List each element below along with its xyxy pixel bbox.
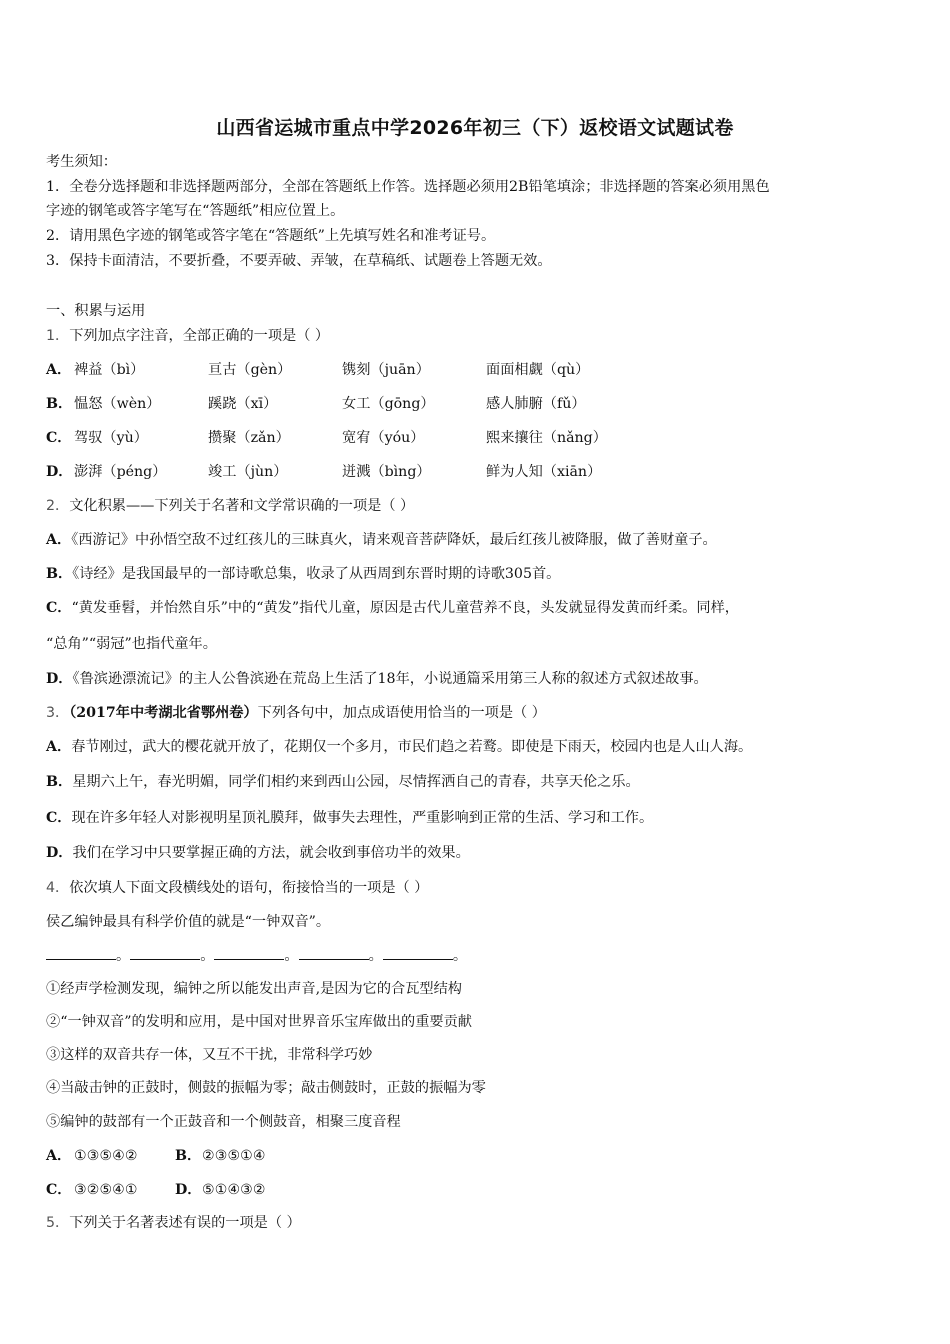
blank-line [383, 946, 453, 960]
option-item: 澎湃（péng） [74, 464, 167, 480]
option-text: 我们在学习中只要掌握正确的方法，就会收到事倍功半的效果。 [72, 845, 470, 861]
option-label: C． [46, 1182, 72, 1198]
question-number: 5． [46, 1215, 70, 1231]
option-label: A． [46, 532, 72, 548]
option-text: 《鲁滨逊漂流记》的主人公鲁滨逊在荒岛上生活了18年，小说通篇采用第三人称的叙述方式叙述故事。 [72, 671, 708, 687]
question-number: 2． [46, 498, 70, 514]
blank-separator: 。 [368, 948, 383, 964]
option-item: 女工（gōng） [342, 396, 435, 412]
sentence-3: ③这样的双音共存一体，又互不干扰，非常科学巧妙 [46, 1047, 373, 1063]
option-label: B． [175, 1148, 202, 1164]
option-text: ②③⑤①④ [202, 1148, 266, 1164]
q2-option-c [46, 598, 739, 618]
question-2 [46, 496, 414, 516]
q3-option-c [46, 808, 653, 828]
q4-intro: 侯乙编钟最具有科学价值的就是“一钟双音”。 [46, 914, 331, 930]
question-stem: 依次填人下面文段横线处的语句，衔接恰当的一项是（ ） [69, 880, 429, 896]
question-number: 4． [46, 880, 70, 896]
option-text: 星期六上午，春光明媚，同学们相约来到西山公园，尽情挥洒自己的青春，共享天伦之乐。 [72, 774, 640, 790]
option-text: ③②⑤④① [74, 1182, 138, 1198]
q3-option-b [46, 772, 640, 792]
option-text: ①③⑤④② [74, 1148, 138, 1164]
option-label: A． [46, 739, 72, 755]
notice-heading: 考生须知： [46, 154, 117, 170]
option-item: 迸溅（bìng） [342, 464, 431, 480]
option-text: ⑤①④③② [202, 1182, 266, 1198]
q2-option-a [46, 530, 717, 550]
blank-separator: 。 [116, 948, 131, 964]
notice-item-3: 3．保持卡面清洁，不要折叠，不要弄破、弄皱，在草稿纸、试题卷上答题无效。 [46, 253, 552, 269]
question-number: 1． [46, 328, 70, 344]
question-source: （2017年中考湖北省鄂州卷） [69, 705, 258, 721]
notice-item-1: 1．全卷分选择题和非选择题两部分，全部在答题纸上作答。选择题必须用2B铅笔填涂；非选择题的答案必须用黑色 [46, 179, 770, 195]
option-label: A． [46, 362, 72, 378]
question-4 [46, 878, 428, 898]
option-item: 攒聚（zǎn） [208, 430, 290, 446]
fill-blanks [46, 946, 467, 966]
option-label: D． [46, 845, 73, 861]
blank-separator: 。 [200, 948, 215, 964]
question-number: 3． [46, 705, 70, 721]
question-stem: 文化积累——下列关于名著和文学常识确的一项是（ ） [69, 498, 415, 514]
option-item: 竣工（jùn） [208, 464, 288, 480]
option-text: 《诗经》是我国最早的一部诗歌总集，收录了从西周到东晋时期的诗歌305首。 [72, 566, 561, 582]
option-item: 驾驭（yù） [74, 430, 148, 446]
option-item: 愠怒（wèn） [74, 396, 161, 412]
question-stem: 下列加点字注音，全部正确的一项是（ ） [69, 328, 330, 344]
q2-option-b [46, 564, 560, 584]
option-item: 面面相觑（qù） [486, 362, 590, 378]
blank-line [299, 946, 369, 960]
option-item: 感人肺腑（fǔ） [486, 396, 586, 412]
question-stem: 下列各句中，加点成语使用恰当的一项是（ ） [257, 705, 546, 721]
sentence-1: ①经声学检测发现，编钟之所以能发出声音,是因为它的合瓦型结构 [46, 981, 462, 997]
notice-item-2: 2．请用黑色字迹的钢笔或答字笔在“答题纸”上先填写姓名和准考证号。 [46, 228, 496, 244]
blank-separator: 。 [452, 948, 468, 964]
blank-line [46, 946, 116, 960]
option-label: C． [46, 810, 72, 826]
q2-option-d [46, 669, 708, 689]
option-label: C． [46, 430, 72, 446]
option-item: 宽宥（yóu） [342, 430, 425, 446]
option-label: B． [46, 774, 73, 790]
option-label: B． [46, 566, 73, 582]
option-label: D． [46, 464, 73, 480]
notice-item-1-cont: 字迹的钢笔或答字笔写在“答题纸”相应位置上。 [46, 203, 345, 219]
option-label: D． [175, 1182, 202, 1198]
sentence-5: ⑤编钟的鼓部有一个正鼓音和一个侧鼓音，相聚三度音程 [46, 1114, 401, 1130]
option-text: 现在许多年轻人对影视明星顶礼膜拜，做事失去理性，严重影响到正常的生活、学习和工作。 [71, 810, 654, 826]
blank-line [130, 946, 200, 960]
option-item: 亘古（gèn） [208, 362, 292, 378]
section-heading: 一、积累与运用 [46, 303, 146, 319]
option-item: 镌刻（juān） [342, 362, 430, 378]
option-label: C． [46, 600, 72, 616]
option-item: 蹊跷（xī） [208, 396, 278, 412]
blank-separator: 。 [284, 948, 299, 964]
option-item: 裨益（bì） [74, 362, 145, 378]
option-label: A． [46, 1148, 72, 1164]
question-1 [46, 326, 329, 346]
option-label: B． [46, 396, 73, 412]
option-item: 熙来攘往（nǎng） [486, 430, 607, 446]
page-title: 山西省运城市重点中学2026年初三（下）返校语文试题试卷 [216, 117, 734, 139]
sentence-2: ②“一钟双音”的发明和应用，是中国对世界音乐宝库做出的重要贡献 [46, 1014, 472, 1030]
question-5 [46, 1213, 301, 1233]
sentence-4: ④当敲击钟的正鼓时，侧鼓的振幅为零；敲击侧鼓时，正鼓的振幅为零 [46, 1080, 486, 1096]
option-text: 春节刚过，武大的樱花就开放了，花期仅一个多月，市民们趋之若鹜。即使是下雨天，校园内也是人山人海。 [71, 739, 753, 755]
option-item: 鲜为人知（xiān） [486, 464, 602, 480]
q3-option-d [46, 843, 470, 863]
question-stem: 下列关于名著表述有误的一项是（ ） [69, 1215, 301, 1231]
option-text: 《西游记》中孙悟空敌不过红孩儿的三昧真火，请来观音菩萨降妖，最后红孩儿被降服，做了善财童子。 [71, 532, 717, 548]
blank-line [214, 946, 284, 960]
question-3 [46, 703, 546, 723]
option-text: “黄发垂髫，并怡然自乐”中的“黄发”指代儿童，原因是古代儿童营养不良，头发就显得发黄而纤柔。同样， [71, 600, 739, 616]
q2-option-c-cont: “总角”“弱冠”也指代童年。 [46, 636, 217, 652]
q3-option-a [46, 737, 752, 757]
option-label: D． [46, 671, 73, 687]
